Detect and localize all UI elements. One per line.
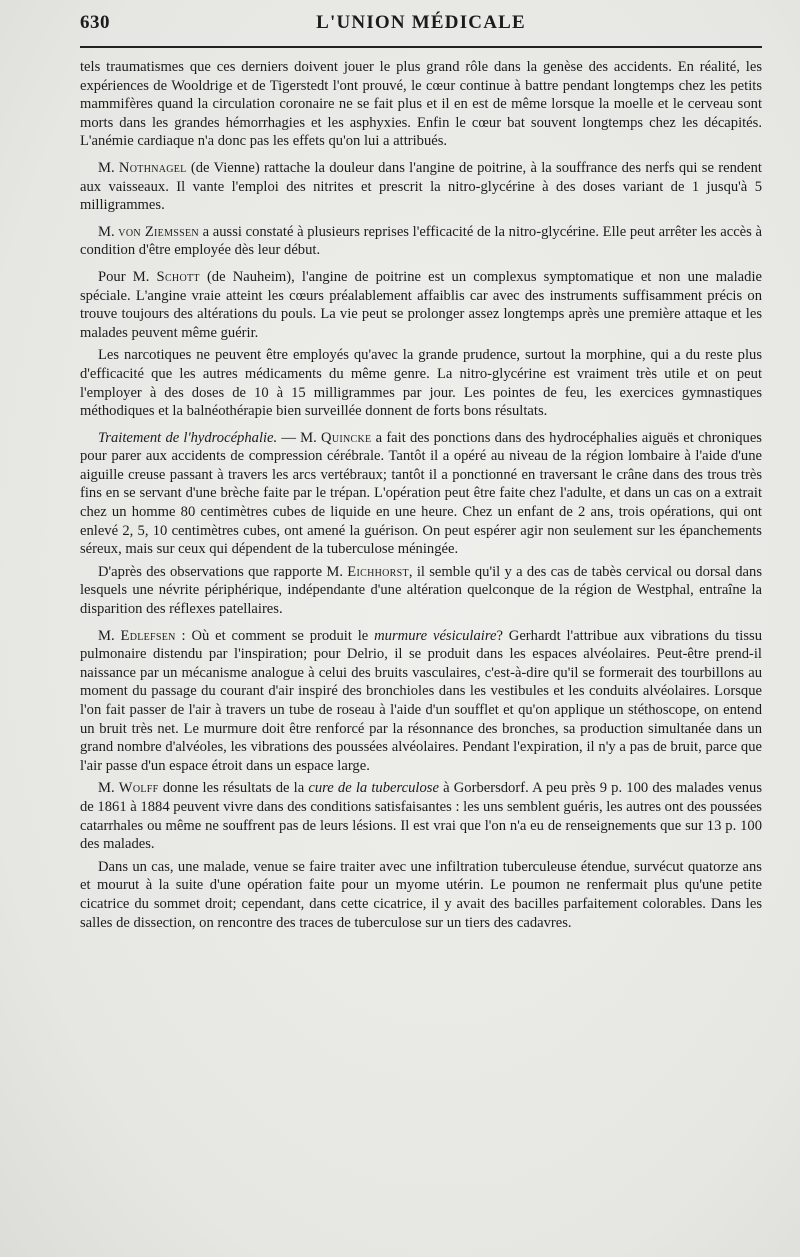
author-name: Nothnagel <box>118 159 187 176</box>
author-name: Schott <box>156 268 200 285</box>
paragraph-ziemssen <box>80 223 762 260</box>
paragraph-text: ? Gerhardt l'attribue aux vibrations du tissu pulmonaire distendu par l'inspiration; pour Delrio, il se produit dans les espaces alvéolaires. Peut-être prend-il naissance par un mécanisme analogue à celui des bruits vasculaires, c'est-à-dire qu'il se formerait des tourbillons au moment du passage du courant d'air inspiré des bronchioles dans les vestibules et les conduits alvéolaires. Lorsque l'on fait passer de l'air à travers un tube de roseau à l'aide d'un soufflet et qu'on applique un stéthoscope, on entend un bruit très net. Le murmure doit être renforcé par la résonnance des bronches, sa production simultanée dans un grand nombre d'alvéoles, les vibrations des poussées alvéolaires. Pendant l'expiration, il n'y a pas de bruit, parce que l'air passe d'un espace étroit dans un espace large. <box>80 627 762 774</box>
paragraph-prefix: Pour M. <box>98 268 157 285</box>
paragraph-prefix: M. <box>98 780 119 797</box>
header-rule <box>80 46 762 48</box>
paragraph-prefix: M. <box>98 627 121 644</box>
paragraph-text: (de Nauheim), l'angine de poitrine est un complexus symptomatique et non une maladie spéciale. L'angine vraie atteint les cœurs préalablement affaiblis car avec des instruments suffisamment précis on trouve toujours des altérations du pouls. La vie peut se prolonger assez longtemps après une première attaque et les malades peuvent même guérir. <box>80 268 762 341</box>
paragraph-case <box>80 858 762 932</box>
author-name: Eichhorst <box>347 563 409 580</box>
italic-term: murmure vésiculaire <box>374 627 497 644</box>
paragraph-text: a fait des ponctions dans des hydrocéphalies aiguës et chroniques pour parer aux accidents de compression cérébrale. Tantôt il a opéré au niveau de la région lombaire à l'aide d'une aiguille creuse passant à travers les arcs vertébraux; tantôt il a ponctionné en traversant le crâne dans des trous très fins en se servant d'une brèche faite par le trépan. L'opération peut être faite chez l'adulte, et dans un cas on a extrait chez un homme 80 centimètres cubes de liquide en une heure. Chez un enfant de 2 ans, trois opérations, qui ont enlevé 2, 5, 10 centimètres cubes, ont amené la guérison. On peut espérer agir non seulement sur les épanchements séreux, mais sur ceux qui dépendent de la tuberculose méningée. <box>80 429 762 558</box>
paragraph-eichhorst <box>80 563 762 619</box>
running-head: L'UNION MÉDICALE <box>316 12 526 33</box>
paragraph-prefix: M. <box>98 159 119 176</box>
paragraph-1 <box>80 58 762 151</box>
paragraph-prefix: M. <box>98 223 119 240</box>
italic-term: cure de la tuberculose <box>308 780 439 797</box>
paragraph-text: tels traumatismes que ces derniers doivent jouer le plus grand rôle dans la genèse des accidents. En réalité, les expériences de Wooldrige et de Tigerstedt l'ont prouvé, le cœur continue à battre pendant longtemps chez les petits mammifères quand la circulation coronaire ne se fait plus et il en est de même lorsque la moelle et le cerveau sont morts dans les grandes hémorrhagies et les asphyxies. Enfin le cœur bat souvent longtemps chez les décapités. L'anémie cardiaque n'a donc pas les effets qu'on lui a attribués. <box>80 59 762 150</box>
paragraph-text: : Où et comment se produit le <box>175 627 375 644</box>
paragraph-text: (de Vienne) rattache la douleur dans l'angine de poitrine, à la souffrance des nerfs qui se rendent aux vaisseaux. Il vante l'emploi des nitrites et prescrit la nitro-glycérine à des doses variant de 1 jusqu'à 5 milligrammes. <box>80 159 762 214</box>
section-title: Traitement de l'hydrocéphalie. <box>98 429 278 446</box>
paragraph-text: donne les résultats de la <box>158 780 309 797</box>
paragraph-text: Les narcotiques ne peuvent être employés qu'avec la grande prudence, surtout la morphine, qui a du reste plus d'efficacité que les autres médicaments du même genre. La nitro-glycérine est vraiment très utile et on peut l'employer à des doses de 10 à 15 milligrammes par jour. Les pointes de feu, les exercices gymnastiques méthodiques et la balnéothérapie bien surveillée donnent de forts bons résultats. <box>80 347 762 420</box>
author-name: Edlefsen <box>120 627 176 644</box>
article-body <box>80 58 762 932</box>
paragraph-narcotiques <box>80 346 762 420</box>
paragraph-schott <box>80 268 762 342</box>
paragraph-prefix: D'après des observations que rapporte M. <box>98 563 348 580</box>
paragraph-text: , il semble qu'il y a des cas de tabès cervical ou dorsal dans lesquels une névrite périphérique, indépendante d'une altération quelconque de la région de Westphal, entraîne la disparition des réflexes patellaires. <box>80 563 762 618</box>
paragraph-text: à Gorbersdorf. A peu près 9 p. 100 des malades venus de 1861 à 1884 peuvent vivre dans des conditions satisfaisantes : les uns semblent guéris, les autres ont des poussées catarrhales ou même ne souffrent pas de leurs lésions. Il est vrai que l'on n'a eu de renseignements que sur 13 p. 100 des malades. <box>80 780 762 853</box>
paragraph-text: Dans un cas, une malade, venue se faire traiter avec une infiltration tuberculeuse étendue, survécut quatorze ans et mourut à la suite d'une opération faite pour un myome utérin. Le poumon ne renfermait plus qu'une petite cicatrice du sommet droit; cependant, dans cette cicatrice, il y avait des bacilles parfaitement colorables. Dans les salles de dissection, on rencontre des traces de tuberculose sur un tiers des cadavres. <box>80 858 762 931</box>
author-name: Wolff <box>118 780 159 797</box>
page-number: 630 <box>80 12 110 33</box>
paragraph-edlefsen <box>80 627 762 776</box>
author-name: von Ziemssen <box>118 223 199 240</box>
paragraph-wolff <box>80 779 762 853</box>
paragraph-text: a aussi constaté à plusieurs reprises l'efficacité de la nitro-glycérine. Elle peut arrêter les accès à condition d'être employée dès leur début. <box>80 223 762 259</box>
page-header <box>80 12 762 38</box>
paragraph-nothnagel <box>80 159 762 215</box>
paragraph-prefix: — M. <box>277 429 322 446</box>
author-name: Quincke <box>321 429 372 446</box>
paragraph-quincke <box>80 429 762 559</box>
